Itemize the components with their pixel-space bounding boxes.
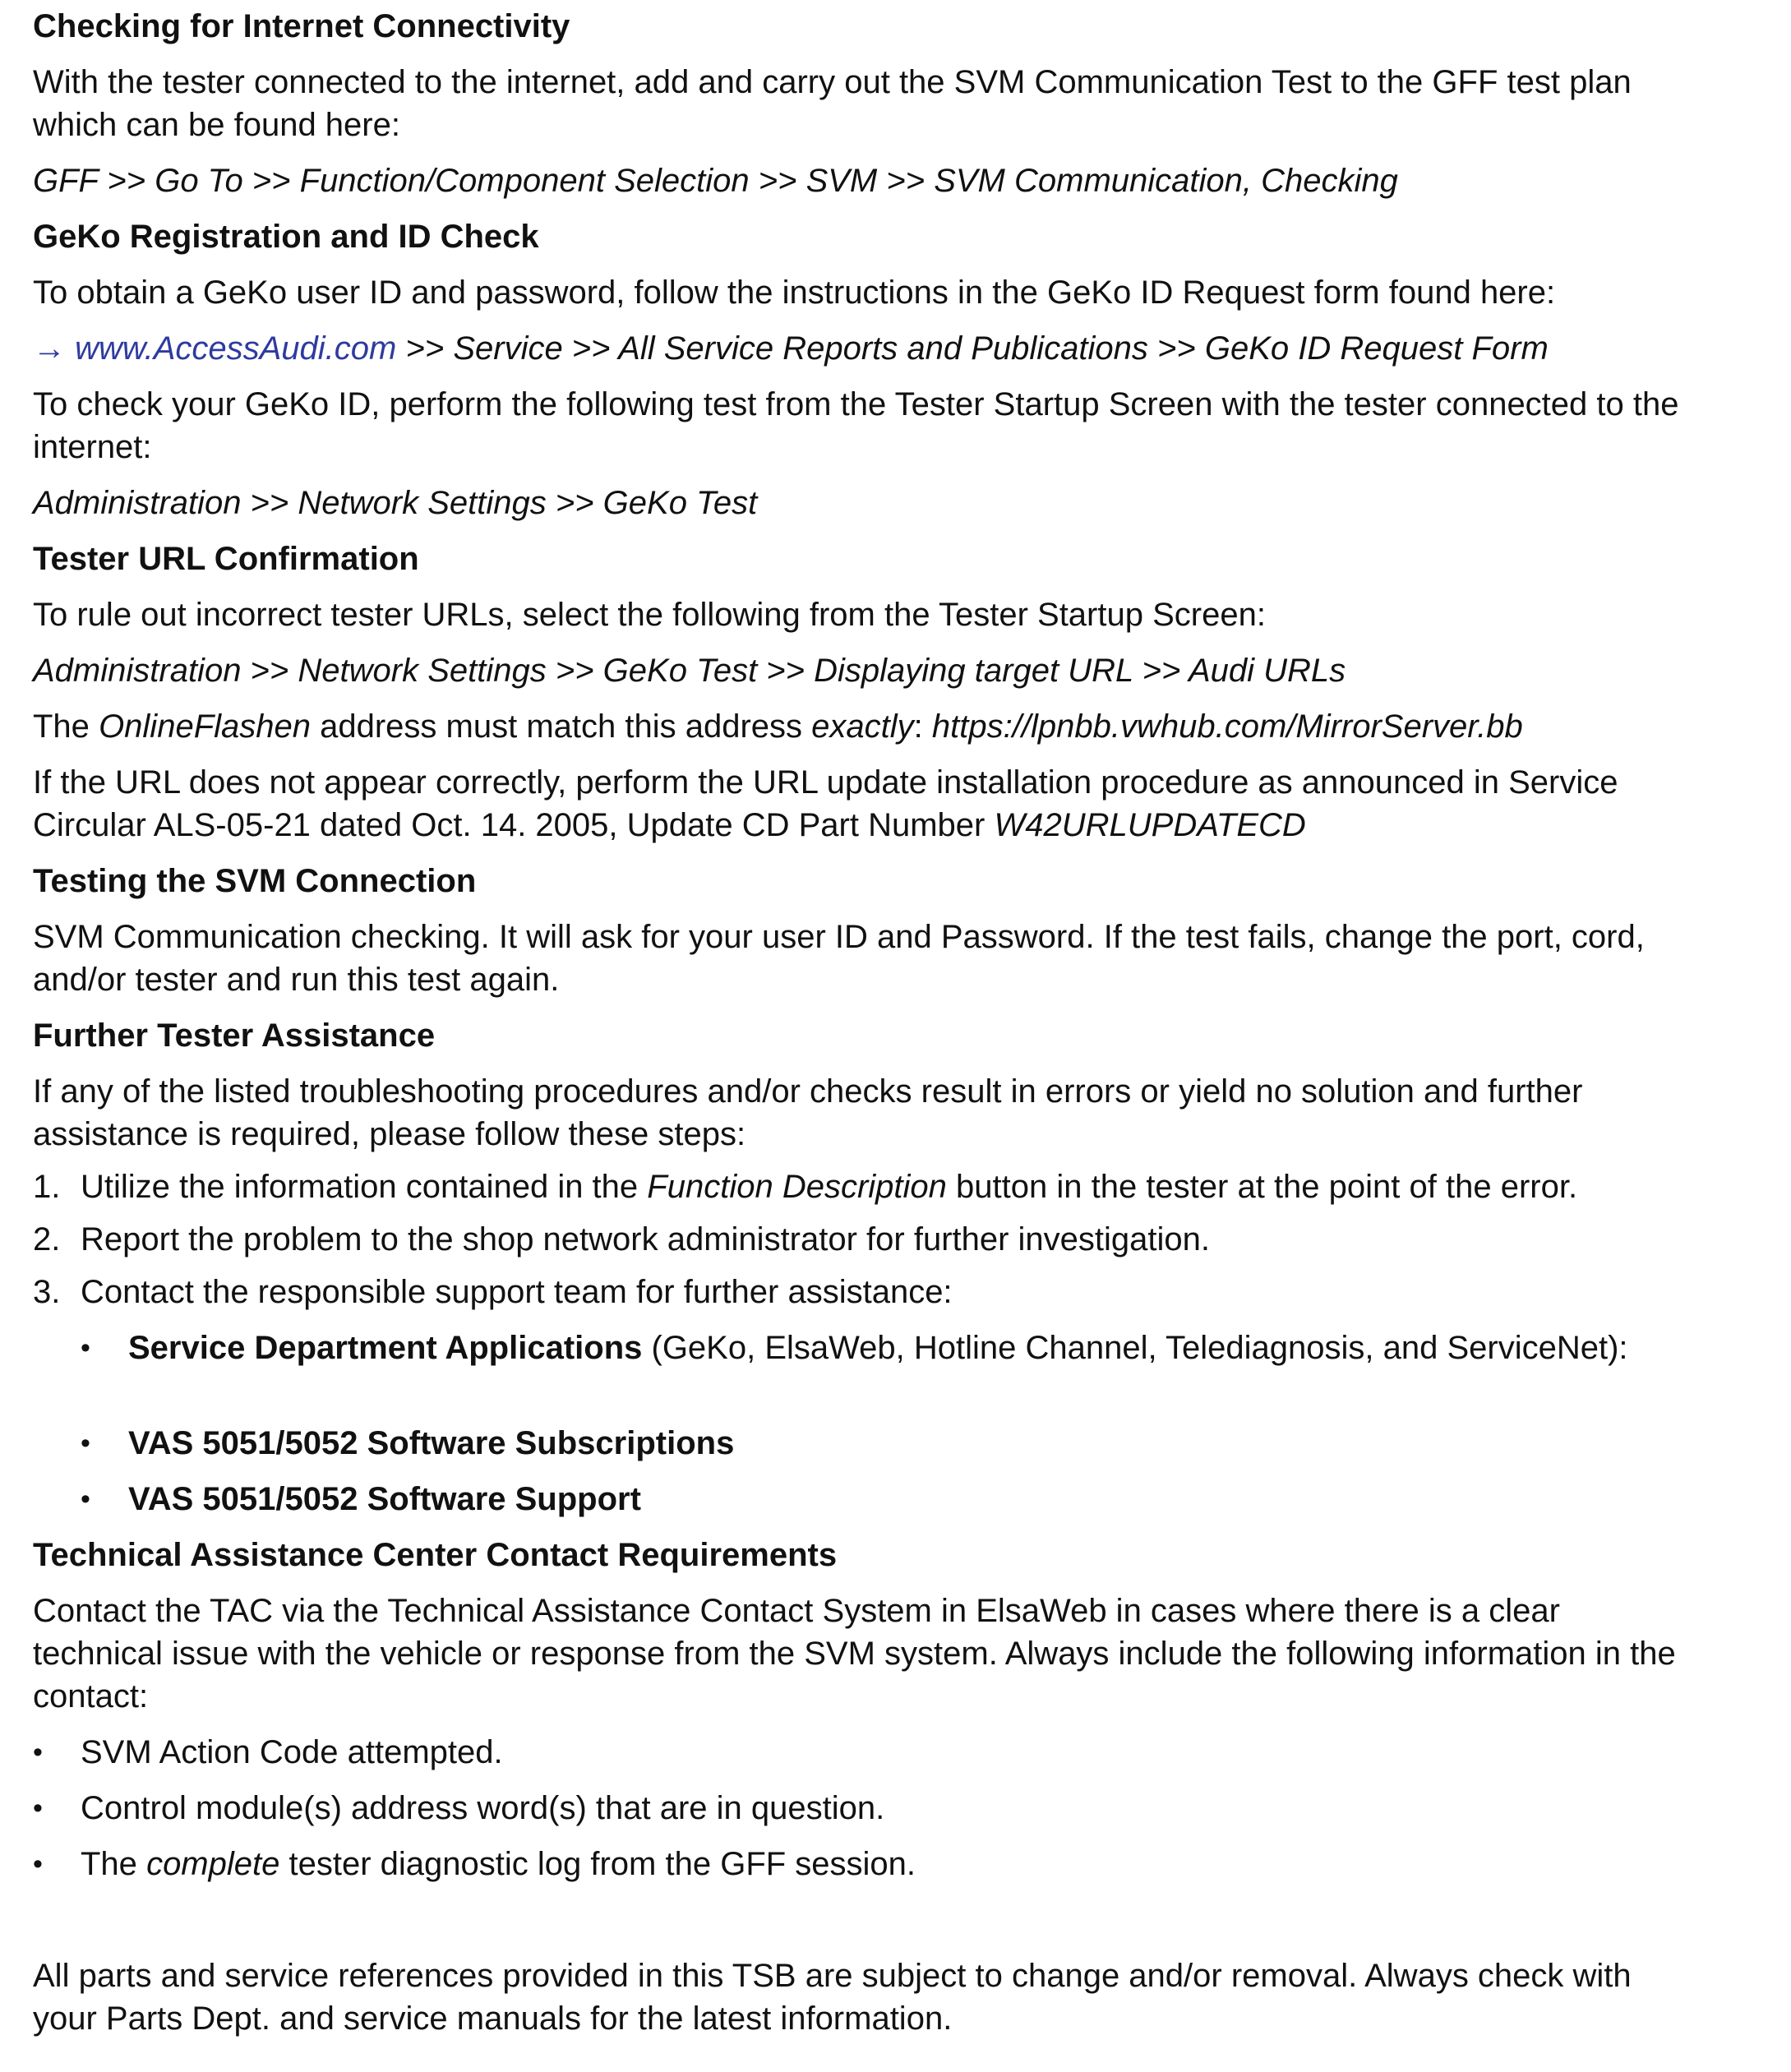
- item-text: Report the problem to the shop network administrator for further investigation.: [81, 1221, 1211, 1258]
- paragraph-line: [33, 804, 1775, 847]
- bullet-icon: •: [81, 1484, 90, 1515]
- item-number: 3.: [33, 1274, 61, 1310]
- arrow-icon: →: [33, 330, 66, 367]
- item-text: VAS 5051/5052 Software Subscriptions: [128, 1425, 735, 1461]
- heading-tac-requirements: Technical Assistance Center Contact Requirements: [33, 1537, 838, 1573]
- paragraph-line: contact:: [33, 1678, 149, 1714]
- link-path: >> Service >> All Service Reports and Publications >> GeKo ID Request Form: [405, 330, 1549, 367]
- paragraph-line: internet:: [33, 429, 152, 465]
- item-text: [128, 1327, 1628, 1369]
- heading-internet-connectivity: Checking for Internet Connectivity: [33, 8, 570, 44]
- bullet-icon: •: [81, 1428, 90, 1459]
- paragraph-line: and/or tester and run this test again.: [33, 962, 560, 998]
- bullet-icon: •: [33, 1793, 43, 1824]
- link-line: [33, 327, 1775, 370]
- paragraph-line: With the tester connected to the internet, add and carry out the SVM Communication Test to the GFF test plan: [33, 64, 1632, 100]
- item-number: 1.: [33, 1169, 61, 1205]
- item-number: 2.: [33, 1221, 61, 1258]
- text-fragment: The: [81, 1846, 137, 1882]
- text-fragment: Utilize the information contained in the: [81, 1169, 639, 1205]
- footer-disclaimer: your Parts Dept. and service manuals for the latest information.: [33, 2000, 953, 2037]
- text-fragment: complete: [146, 1846, 280, 1882]
- text-fragment: The: [33, 708, 90, 745]
- text-fragment: Function Description: [647, 1169, 947, 1205]
- paragraph-line: SVM Communication checking. It will ask for your user ID and Password. If the test fails, change the port, cord,: [33, 919, 1645, 955]
- item-text: [81, 1843, 916, 1885]
- text-fragment: (GeKo, ElsaWeb, Hotline Channel, Telediagnosis, and ServiceNet):: [651, 1330, 1628, 1366]
- paragraph-line: To rule out incorrect tester URLs, select the following from the Tester Startup Screen:: [33, 597, 1266, 633]
- bullet-icon: •: [81, 1332, 90, 1364]
- paragraph-line: To check your GeKo ID, perform the following test from the Tester Startup Screen with the tester connected to the: [33, 386, 1679, 422]
- url-match-line: [33, 705, 1775, 748]
- menu-path: GFF >> Go To >> Function/Component Selection >> SVM >> SVM Communication, Checking: [33, 163, 1398, 199]
- item-text: VAS 5051/5052 Software Support: [128, 1481, 641, 1517]
- text-fragment: address must match this address: [320, 708, 803, 745]
- text-fragment: Service Department Applications: [128, 1330, 643, 1366]
- paragraph-line: If any of the listed troubleshooting procedures and/or checks result in errors or yield no solution and further: [33, 1073, 1583, 1110]
- paragraph-line: technical issue with the vehicle or response from the SVM system. Always include the following information in the: [33, 1636, 1676, 1672]
- text-fragment: Circular ALS-05-21 dated Oct. 14. 2005, Update CD Part Number: [33, 807, 986, 843]
- accessaudi-link[interactable]: www.AccessAudi.com: [75, 330, 397, 367]
- item-text: Contact the responsible support team for further assistance:: [81, 1274, 953, 1310]
- text-fragment: exactly: [811, 708, 914, 745]
- text-fragment: :: [913, 708, 923, 745]
- heading-further-assistance: Further Tester Assistance: [33, 1018, 436, 1054]
- menu-path: Administration >> Network Settings >> GeKo Test: [33, 485, 758, 521]
- item-text: Control module(s) address word(s) that are in question.: [81, 1790, 885, 1826]
- heading-testing-svm: Testing the SVM Connection: [33, 863, 477, 899]
- paragraph-line: assistance is required, please follow these steps:: [33, 1116, 746, 1152]
- heading-geko-registration: GeKo Registration and ID Check: [33, 219, 539, 255]
- paragraph-line: which can be found here:: [33, 107, 400, 143]
- text-fragment: OnlineFlashen: [99, 708, 311, 745]
- text-fragment: tester diagnostic log from the GFF session.: [288, 1846, 916, 1882]
- footer-disclaimer: All parts and service references provided in this TSB are subject to change and/or removal. Always check with: [33, 1958, 1632, 1994]
- item-text: [81, 1165, 1577, 1208]
- part-number: W42URLUPDATECD: [994, 807, 1306, 843]
- bullet-icon: •: [33, 1848, 43, 1880]
- mirror-server-url: https://lpnbb.vwhub.com/MirrorServer.bb: [931, 708, 1523, 745]
- bullet-icon: •: [33, 1737, 43, 1768]
- menu-path: Administration >> Network Settings >> GeKo Test >> Displaying target URL >> Audi URLs: [33, 653, 1346, 689]
- paragraph-line: If the URL does not appear correctly, perform the URL update installation procedure as announced in Service: [33, 764, 1618, 801]
- text-fragment: button in the tester at the point of the error.: [956, 1169, 1578, 1205]
- item-text: SVM Action Code attempted.: [81, 1734, 503, 1770]
- paragraph-line: To obtain a GeKo user ID and password, follow the instructions in the GeKo ID Request form found here:: [33, 275, 1556, 311]
- heading-tester-url: Tester URL Confirmation: [33, 541, 419, 577]
- paragraph-line: Contact the TAC via the Technical Assistance Contact System in ElsaWeb in cases where there is a clear: [33, 1593, 1560, 1629]
